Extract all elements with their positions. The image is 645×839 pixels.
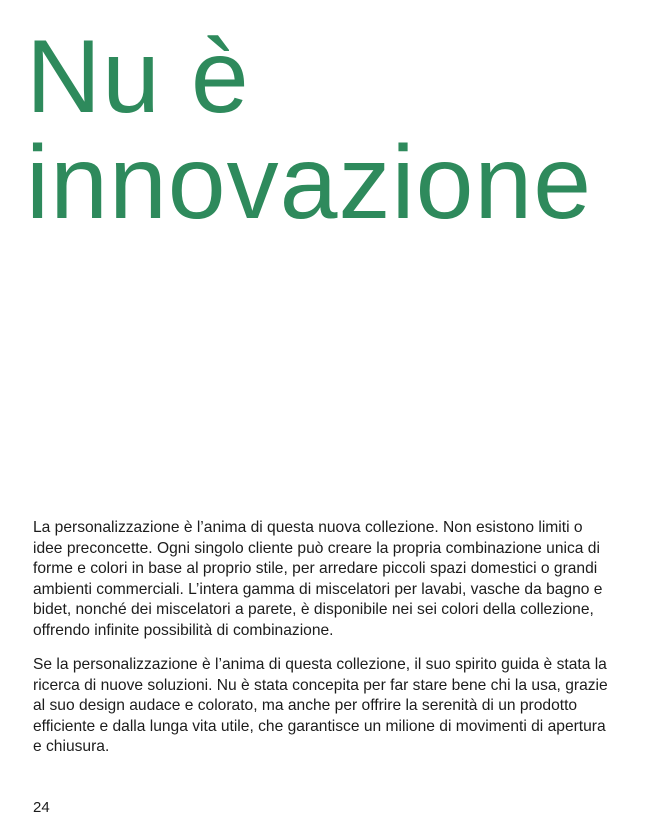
- paragraph-1: La personalizzazione è l’anima di questa nuova collezione. Non esistono limiti o idee preconcette. Ogni singolo cliente può creare la propria combinazione unica di forme e colori in base al proprio stile, per arredare piccoli spazi domestici o grandi ambienti commerciali. L’intera gamma di miscelatori per lavabi, vasche da bagno e bidet, nonché dei miscelatori a parete, è disponibile nei sei colori della collezione, offrendo infinite possibilità di combinazione.: [33, 519, 603, 639]
- title-line-2: innovazione: [26, 125, 593, 241]
- body-text: [33, 518, 613, 772]
- title-line-1: Nu è: [26, 19, 250, 135]
- paragraph-2: Se la personalizzazione è l’anima di questa collezione, il suo spirito guida è stata la ricerca di nuove soluzioni. Nu è stata concepita per far stare bene chi la usa, grazie al suo design audace e colorato, ma anche per offrire la serenità di un prodotto efficiente e dalla lunga vita utile, che garantisce un milione di movimenti di apertura e chiusura.: [33, 656, 608, 755]
- page-title: [26, 19, 593, 241]
- page-number: 24: [33, 799, 50, 816]
